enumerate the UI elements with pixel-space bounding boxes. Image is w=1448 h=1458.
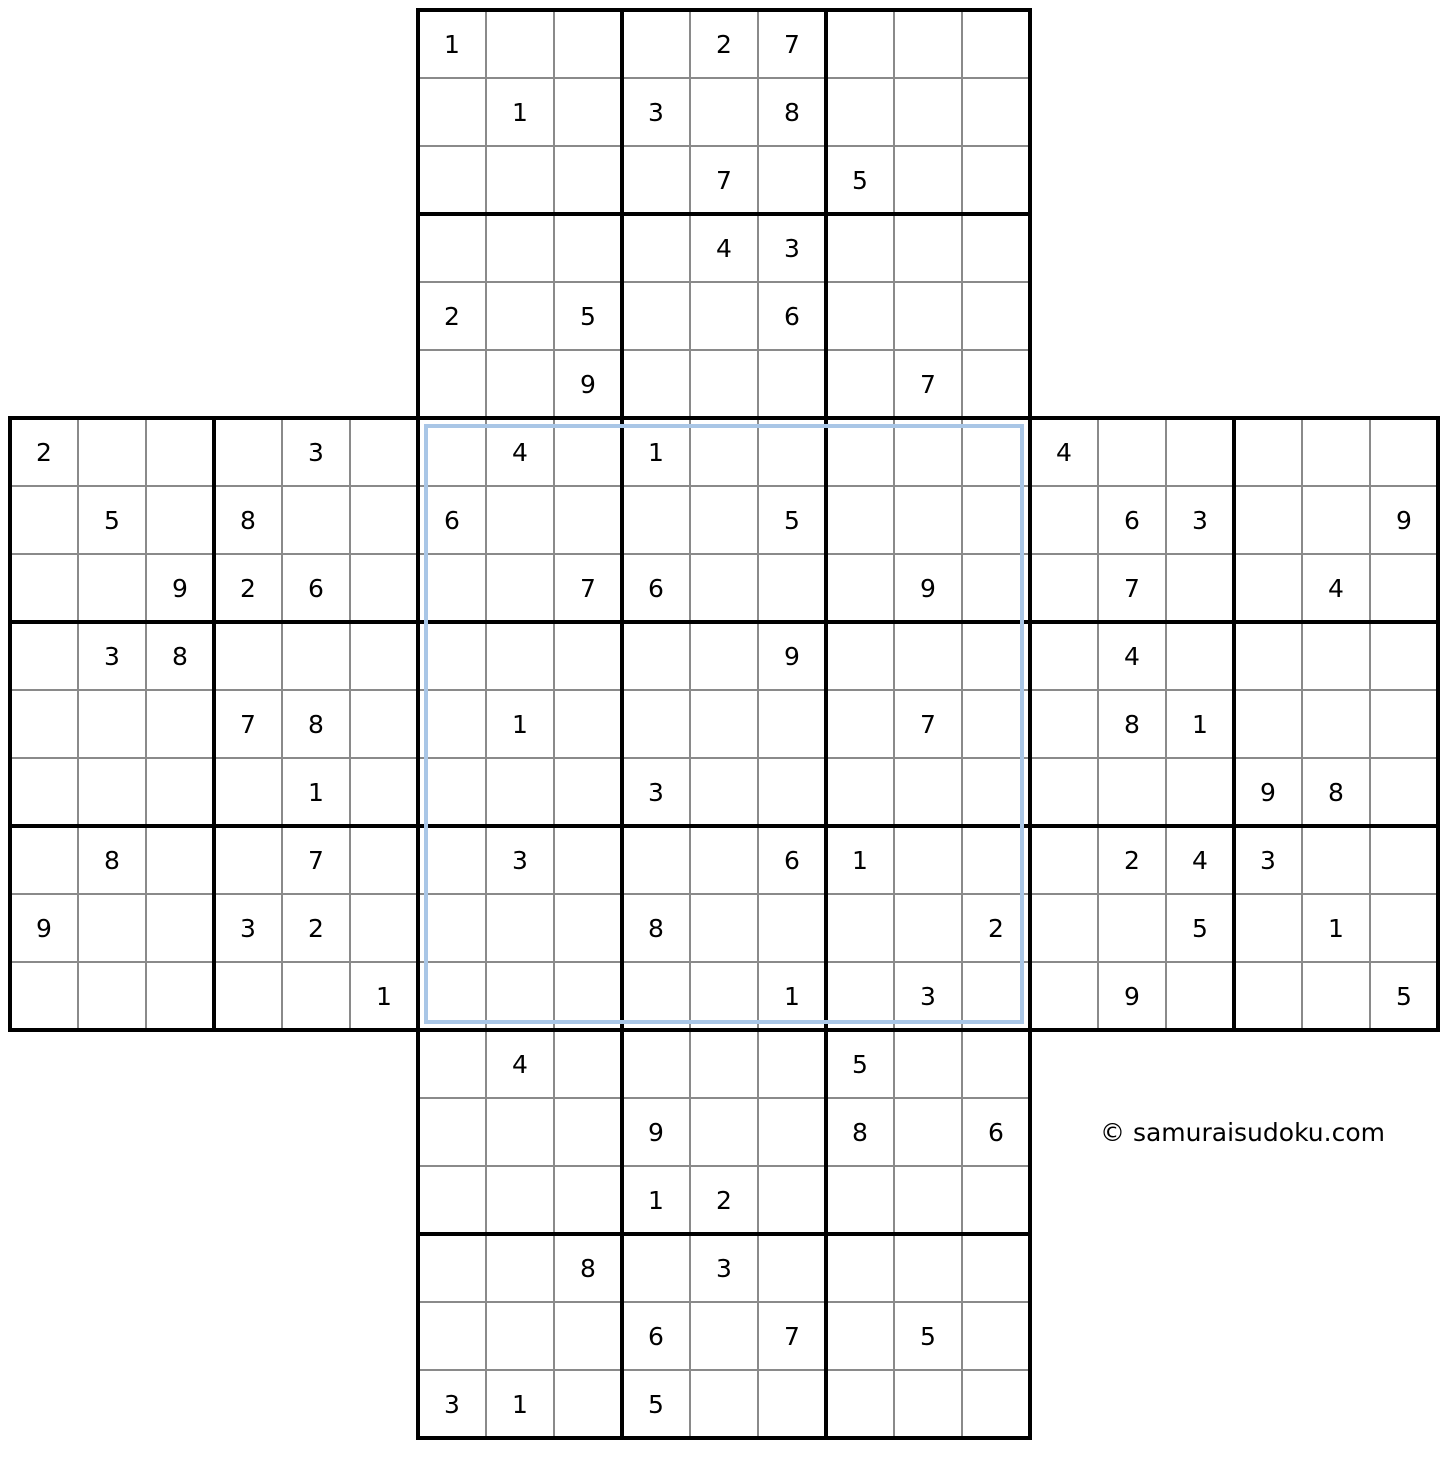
sudoku-cell[interactable]: [962, 690, 1030, 758]
sudoku-cell[interactable]: [1234, 894, 1302, 962]
sudoku-cell[interactable]: [1302, 554, 1370, 622]
sudoku-cell[interactable]: [1030, 962, 1098, 1030]
sudoku-cell[interactable]: [962, 1166, 1030, 1234]
sudoku-cell[interactable]: [554, 78, 622, 146]
sudoku-cell[interactable]: [1234, 622, 1302, 690]
sudoku-cell[interactable]: [894, 1302, 962, 1370]
sudoku-cell[interactable]: [1302, 690, 1370, 758]
sudoku-cell[interactable]: [758, 1302, 826, 1370]
sudoku-cell[interactable]: [962, 214, 1030, 282]
sudoku-cell[interactable]: [826, 486, 894, 554]
sudoku-cell[interactable]: [894, 1370, 962, 1438]
sudoku-cell[interactable]: [418, 1030, 486, 1098]
sudoku-cell[interactable]: [350, 486, 418, 554]
sudoku-cell[interactable]: [350, 758, 418, 826]
sudoku-cell[interactable]: [214, 962, 282, 1030]
sudoku-cell[interactable]: [146, 894, 214, 962]
sudoku-cell[interactable]: [1234, 554, 1302, 622]
sudoku-cell[interactable]: [622, 418, 690, 486]
sudoku-cell[interactable]: [690, 894, 758, 962]
sudoku-cell[interactable]: [10, 554, 78, 622]
sudoku-cell[interactable]: [1098, 826, 1166, 894]
sudoku-cell[interactable]: [78, 418, 146, 486]
sudoku-cell[interactable]: [622, 1234, 690, 1302]
sudoku-cell[interactable]: [622, 554, 690, 622]
sudoku-cell[interactable]: [962, 826, 1030, 894]
sudoku-cell[interactable]: [350, 894, 418, 962]
sudoku-cell[interactable]: [486, 78, 554, 146]
sudoku-cell[interactable]: [1166, 758, 1234, 826]
sudoku-cell[interactable]: [622, 1098, 690, 1166]
sudoku-cell[interactable]: [1030, 418, 1098, 486]
sudoku-cell[interactable]: [758, 486, 826, 554]
sudoku-cell[interactable]: [554, 418, 622, 486]
sudoku-cell[interactable]: [690, 10, 758, 78]
sudoku-cell[interactable]: [486, 1234, 554, 1302]
sudoku-cell[interactable]: [622, 1166, 690, 1234]
sudoku-cell[interactable]: [1370, 486, 1438, 554]
sudoku-cell[interactable]: [758, 350, 826, 418]
sudoku-cell[interactable]: [622, 1302, 690, 1370]
sudoku-cell[interactable]: [826, 690, 894, 758]
sudoku-cell[interactable]: [10, 622, 78, 690]
sudoku-cell[interactable]: [78, 758, 146, 826]
sudoku-cell[interactable]: [1030, 826, 1098, 894]
sudoku-cell[interactable]: [1166, 962, 1234, 1030]
sudoku-cell[interactable]: [214, 690, 282, 758]
sudoku-cell[interactable]: [486, 962, 554, 1030]
sudoku-cell[interactable]: [10, 418, 78, 486]
sudoku-cell[interactable]: [894, 622, 962, 690]
sudoku-cell[interactable]: [146, 758, 214, 826]
sudoku-cell[interactable]: [1030, 622, 1098, 690]
sudoku-cell[interactable]: [690, 554, 758, 622]
sudoku-cell[interactable]: [1370, 690, 1438, 758]
sudoku-cell[interactable]: [894, 78, 962, 146]
sudoku-cell[interactable]: [894, 282, 962, 350]
sudoku-cell[interactable]: [962, 350, 1030, 418]
sudoku-cell[interactable]: [622, 146, 690, 214]
sudoku-cell[interactable]: [486, 418, 554, 486]
sudoku-cell[interactable]: [1166, 554, 1234, 622]
sudoku-cell[interactable]: [554, 690, 622, 758]
sudoku-cell[interactable]: [622, 214, 690, 282]
sudoku-cell[interactable]: [1370, 758, 1438, 826]
sudoku-cell[interactable]: [1030, 690, 1098, 758]
sudoku-cell[interactable]: [690, 1166, 758, 1234]
sudoku-cell[interactable]: [554, 146, 622, 214]
sudoku-cell[interactable]: [554, 554, 622, 622]
sudoku-cell[interactable]: [1370, 894, 1438, 962]
sudoku-cell[interactable]: [826, 350, 894, 418]
sudoku-cell[interactable]: [486, 1030, 554, 1098]
sudoku-cell[interactable]: [418, 554, 486, 622]
sudoku-cell[interactable]: [826, 1098, 894, 1166]
sudoku-cell[interactable]: [554, 10, 622, 78]
sudoku-cell[interactable]: [690, 1030, 758, 1098]
sudoku-cell[interactable]: [758, 214, 826, 282]
sudoku-cell[interactable]: [146, 418, 214, 486]
sudoku-cell[interactable]: [418, 214, 486, 282]
sudoku-cell[interactable]: [826, 1302, 894, 1370]
sudoku-cell[interactable]: [758, 282, 826, 350]
sudoku-cell[interactable]: [758, 894, 826, 962]
sudoku-cell[interactable]: [1302, 758, 1370, 826]
sudoku-cell[interactable]: [894, 690, 962, 758]
sudoku-cell[interactable]: [282, 758, 350, 826]
sudoku-cell[interactable]: [690, 1098, 758, 1166]
sudoku-cell[interactable]: [418, 894, 486, 962]
sudoku-cell[interactable]: [418, 962, 486, 1030]
sudoku-cell[interactable]: [1234, 826, 1302, 894]
sudoku-cell[interactable]: [690, 690, 758, 758]
sudoku-cell[interactable]: [962, 10, 1030, 78]
sudoku-cell[interactable]: [418, 622, 486, 690]
sudoku-cell[interactable]: [486, 1098, 554, 1166]
sudoku-cell[interactable]: [10, 758, 78, 826]
sudoku-cell[interactable]: [894, 1234, 962, 1302]
sudoku-cell[interactable]: [418, 1098, 486, 1166]
sudoku-cell[interactable]: [486, 146, 554, 214]
sudoku-cell[interactable]: [690, 418, 758, 486]
sudoku-cell[interactable]: [554, 1302, 622, 1370]
sudoku-cell[interactable]: [78, 962, 146, 1030]
sudoku-cell[interactable]: [690, 826, 758, 894]
sudoku-cell[interactable]: [826, 10, 894, 78]
sudoku-cell[interactable]: [418, 1166, 486, 1234]
sudoku-cell[interactable]: [690, 622, 758, 690]
sudoku-cell[interactable]: [418, 78, 486, 146]
sudoku-cell[interactable]: [1302, 894, 1370, 962]
sudoku-cell[interactable]: [622, 690, 690, 758]
sudoku-cell[interactable]: [554, 282, 622, 350]
sudoku-cell[interactable]: [690, 282, 758, 350]
sudoku-cell[interactable]: [826, 1166, 894, 1234]
sudoku-cell[interactable]: [486, 690, 554, 758]
sudoku-cell[interactable]: [554, 962, 622, 1030]
sudoku-cell[interactable]: [962, 1098, 1030, 1166]
sudoku-cell[interactable]: [486, 826, 554, 894]
sudoku-cell[interactable]: [1098, 486, 1166, 554]
sudoku-cell[interactable]: [486, 282, 554, 350]
sudoku-cell[interactable]: [146, 962, 214, 1030]
sudoku-cell[interactable]: [894, 826, 962, 894]
sudoku-cell[interactable]: [1166, 486, 1234, 554]
sudoku-cell[interactable]: [962, 962, 1030, 1030]
sudoku-cell[interactable]: [1302, 962, 1370, 1030]
sudoku-cell[interactable]: [758, 1234, 826, 1302]
sudoku-cell[interactable]: [962, 282, 1030, 350]
sudoku-cell[interactable]: [282, 826, 350, 894]
sudoku-cell[interactable]: [962, 1030, 1030, 1098]
sudoku-cell[interactable]: [758, 962, 826, 1030]
sudoku-cell[interactable]: [214, 554, 282, 622]
sudoku-cell[interactable]: [554, 894, 622, 962]
sudoku-cell[interactable]: [622, 1030, 690, 1098]
sudoku-cell[interactable]: [1098, 894, 1166, 962]
sudoku-cell[interactable]: [214, 418, 282, 486]
sudoku-cell[interactable]: [758, 1098, 826, 1166]
sudoku-cell[interactable]: [1166, 826, 1234, 894]
sudoku-cell[interactable]: [622, 622, 690, 690]
sudoku-cell[interactable]: [758, 622, 826, 690]
sudoku-cell[interactable]: [894, 350, 962, 418]
sudoku-cell[interactable]: [418, 10, 486, 78]
sudoku-cell[interactable]: [554, 758, 622, 826]
sudoku-cell[interactable]: [1166, 418, 1234, 486]
sudoku-cell[interactable]: [282, 418, 350, 486]
sudoku-cell[interactable]: [690, 1370, 758, 1438]
sudoku-cell[interactable]: [486, 758, 554, 826]
sudoku-cell[interactable]: [418, 486, 486, 554]
sudoku-cell[interactable]: [826, 282, 894, 350]
copyright-text: © samuraisudoku.com: [1100, 1118, 1385, 1147]
sudoku-cell[interactable]: [622, 1370, 690, 1438]
sudoku-cell[interactable]: [418, 350, 486, 418]
sudoku-cell[interactable]: [418, 826, 486, 894]
sudoku-cell[interactable]: [690, 146, 758, 214]
sudoku-cell[interactable]: [418, 1302, 486, 1370]
sudoku-cell[interactable]: [894, 10, 962, 78]
sudoku-cell[interactable]: [690, 1302, 758, 1370]
sudoku-cell[interactable]: [486, 1302, 554, 1370]
sudoku-cell[interactable]: [418, 690, 486, 758]
sudoku-cell[interactable]: [1098, 690, 1166, 758]
sudoku-cell[interactable]: [758, 1030, 826, 1098]
sudoku-cell[interactable]: [78, 486, 146, 554]
sudoku-cell[interactable]: [146, 690, 214, 758]
sudoku-cell[interactable]: [1098, 418, 1166, 486]
sudoku-cell[interactable]: [826, 214, 894, 282]
sudoku-cell[interactable]: [690, 350, 758, 418]
sudoku-cell[interactable]: [826, 554, 894, 622]
sudoku-cell[interactable]: [894, 1166, 962, 1234]
sudoku-cell[interactable]: [826, 1234, 894, 1302]
sudoku-cell[interactable]: [486, 554, 554, 622]
sudoku-cell[interactable]: [622, 826, 690, 894]
sudoku-cell[interactable]: [1166, 690, 1234, 758]
sudoku-cell[interactable]: [554, 622, 622, 690]
sudoku-cell[interactable]: [962, 894, 1030, 962]
sudoku-cell[interactable]: [826, 146, 894, 214]
sudoku-cell[interactable]: [962, 486, 1030, 554]
sudoku-cell[interactable]: [690, 758, 758, 826]
sudoku-cell[interactable]: [758, 826, 826, 894]
sudoku-cell[interactable]: [622, 282, 690, 350]
sudoku-cell[interactable]: [418, 418, 486, 486]
sudoku-cell[interactable]: [214, 486, 282, 554]
sudoku-cell[interactable]: [1098, 962, 1166, 1030]
sudoku-cell[interactable]: [350, 418, 418, 486]
sudoku-cell[interactable]: [350, 826, 418, 894]
sudoku-cell[interactable]: [826, 418, 894, 486]
sudoku-cell[interactable]: [418, 758, 486, 826]
sudoku-cell[interactable]: [10, 962, 78, 1030]
sudoku-cell[interactable]: [418, 1370, 486, 1438]
sudoku-cell[interactable]: [146, 622, 214, 690]
sudoku-cell[interactable]: [826, 1030, 894, 1098]
sudoku-cell[interactable]: [1030, 486, 1098, 554]
sudoku-cell[interactable]: [758, 10, 826, 78]
sudoku-cell[interactable]: [962, 418, 1030, 486]
sudoku-cell[interactable]: [1302, 486, 1370, 554]
sudoku-cell[interactable]: [78, 894, 146, 962]
sudoku-cell[interactable]: [282, 894, 350, 962]
sudoku-cell[interactable]: [554, 1166, 622, 1234]
sudoku-cell[interactable]: [622, 350, 690, 418]
sudoku-cell[interactable]: [894, 894, 962, 962]
sudoku-cell[interactable]: [282, 962, 350, 1030]
sudoku-cell[interactable]: [146, 826, 214, 894]
sudoku-cell[interactable]: [78, 554, 146, 622]
sudoku-cell[interactable]: [894, 1030, 962, 1098]
sudoku-cell[interactable]: [1098, 554, 1166, 622]
sudoku-cell[interactable]: [826, 894, 894, 962]
sudoku-cell[interactable]: [214, 894, 282, 962]
sudoku-cell[interactable]: [350, 554, 418, 622]
cells-layer[interactable]: [10, 10, 1438, 1438]
sudoku-cell[interactable]: [418, 1234, 486, 1302]
sudoku-cell[interactable]: [1166, 894, 1234, 962]
sudoku-cell[interactable]: [78, 622, 146, 690]
sudoku-cell[interactable]: [418, 282, 486, 350]
sudoku-cell[interactable]: [1030, 758, 1098, 826]
sudoku-cell[interactable]: [758, 1370, 826, 1438]
sudoku-cell[interactable]: [622, 962, 690, 1030]
sudoku-cell[interactable]: [418, 146, 486, 214]
sudoku-cell[interactable]: [1030, 894, 1098, 962]
sudoku-cell[interactable]: [10, 894, 78, 962]
sudoku-cell[interactable]: [622, 10, 690, 78]
sudoku-cell[interactable]: [214, 622, 282, 690]
sudoku-cell[interactable]: [894, 418, 962, 486]
sudoku-cell[interactable]: [554, 486, 622, 554]
sudoku-cell[interactable]: [962, 78, 1030, 146]
sudoku-cell[interactable]: [282, 690, 350, 758]
sudoku-cell[interactable]: [146, 486, 214, 554]
sudoku-cell[interactable]: [1370, 962, 1438, 1030]
sudoku-cell[interactable]: [554, 1234, 622, 1302]
sudoku-cell[interactable]: [758, 690, 826, 758]
sudoku-cell[interactable]: [758, 146, 826, 214]
sudoku-cell[interactable]: [962, 554, 1030, 622]
sudoku-cell[interactable]: [826, 1370, 894, 1438]
sudoku-cell[interactable]: [1370, 418, 1438, 486]
sudoku-cell[interactable]: [554, 1370, 622, 1438]
sudoku-cell[interactable]: [350, 962, 418, 1030]
sudoku-cell[interactable]: [894, 962, 962, 1030]
sudoku-cell[interactable]: [1370, 622, 1438, 690]
sudoku-cell[interactable]: [486, 10, 554, 78]
sudoku-cell[interactable]: [486, 486, 554, 554]
sudoku-cell[interactable]: [1098, 622, 1166, 690]
sudoku-cell[interactable]: [826, 758, 894, 826]
sudoku-cell[interactable]: [78, 690, 146, 758]
sudoku-cell[interactable]: [554, 1030, 622, 1098]
sudoku-cell[interactable]: [894, 486, 962, 554]
sudoku-cell[interactable]: [758, 554, 826, 622]
sudoku-cell[interactable]: [554, 350, 622, 418]
sudoku-cell[interactable]: [554, 826, 622, 894]
sudoku-cell[interactable]: [1302, 826, 1370, 894]
sudoku-cell[interactable]: [1030, 554, 1098, 622]
sudoku-cell[interactable]: [962, 1370, 1030, 1438]
sudoku-cell[interactable]: [690, 214, 758, 282]
sudoku-cell[interactable]: [758, 418, 826, 486]
sudoku-cell[interactable]: [214, 826, 282, 894]
sudoku-cell[interactable]: [758, 78, 826, 146]
sudoku-cell[interactable]: [78, 826, 146, 894]
sudoku-cell[interactable]: [486, 622, 554, 690]
sudoku-cell[interactable]: [962, 758, 1030, 826]
sudoku-cell[interactable]: [962, 622, 1030, 690]
sudoku-cell[interactable]: [826, 962, 894, 1030]
sudoku-cell[interactable]: [894, 758, 962, 826]
sudoku-cell[interactable]: [554, 1098, 622, 1166]
sudoku-cell[interactable]: [10, 826, 78, 894]
sudoku-cell[interactable]: [894, 146, 962, 214]
sudoku-cell[interactable]: [826, 78, 894, 146]
sudoku-cell[interactable]: [350, 690, 418, 758]
sudoku-cell[interactable]: [690, 1234, 758, 1302]
sudoku-cell[interactable]: [282, 554, 350, 622]
sudoku-cell[interactable]: [758, 1166, 826, 1234]
sudoku-cell[interactable]: [622, 758, 690, 826]
sudoku-cell[interactable]: [622, 486, 690, 554]
sudoku-cell[interactable]: [1302, 622, 1370, 690]
sudoku-cell[interactable]: [1234, 690, 1302, 758]
sudoku-cell[interactable]: [10, 486, 78, 554]
sudoku-cell[interactable]: [690, 486, 758, 554]
sudoku-cell[interactable]: [962, 1234, 1030, 1302]
sudoku-cell[interactable]: [826, 826, 894, 894]
sudoku-cell[interactable]: [554, 214, 622, 282]
sudoku-cell[interactable]: [282, 486, 350, 554]
sudoku-cell[interactable]: [486, 214, 554, 282]
sudoku-cell[interactable]: [1234, 758, 1302, 826]
sudoku-cell[interactable]: [146, 554, 214, 622]
sudoku-cell[interactable]: [962, 146, 1030, 214]
sudoku-cell[interactable]: [894, 554, 962, 622]
sudoku-cell[interactable]: [826, 622, 894, 690]
sudoku-cell[interactable]: [690, 78, 758, 146]
sudoku-cell[interactable]: [758, 758, 826, 826]
sudoku-cell[interactable]: [1302, 418, 1370, 486]
sudoku-cell[interactable]: [1370, 826, 1438, 894]
sudoku-cell[interactable]: [894, 214, 962, 282]
sudoku-cell[interactable]: [1234, 962, 1302, 1030]
sudoku-cell[interactable]: [1166, 622, 1234, 690]
sudoku-cell[interactable]: [214, 758, 282, 826]
sudoku-cell[interactable]: [486, 894, 554, 962]
sudoku-cell[interactable]: [1098, 758, 1166, 826]
sudoku-cell[interactable]: [962, 1302, 1030, 1370]
sudoku-cell[interactable]: [350, 622, 418, 690]
sudoku-cell[interactable]: [690, 962, 758, 1030]
sudoku-cell[interactable]: [894, 1098, 962, 1166]
sudoku-cell[interactable]: [622, 78, 690, 146]
sudoku-cell[interactable]: [486, 350, 554, 418]
sudoku-cell[interactable]: [1234, 486, 1302, 554]
sudoku-cell[interactable]: [1234, 418, 1302, 486]
sudoku-cell[interactable]: [10, 690, 78, 758]
sudoku-cell[interactable]: [622, 894, 690, 962]
sudoku-cell[interactable]: [486, 1370, 554, 1438]
sudoku-cell[interactable]: [1370, 554, 1438, 622]
sudoku-cell[interactable]: [486, 1166, 554, 1234]
sudoku-cell[interactable]: [282, 622, 350, 690]
